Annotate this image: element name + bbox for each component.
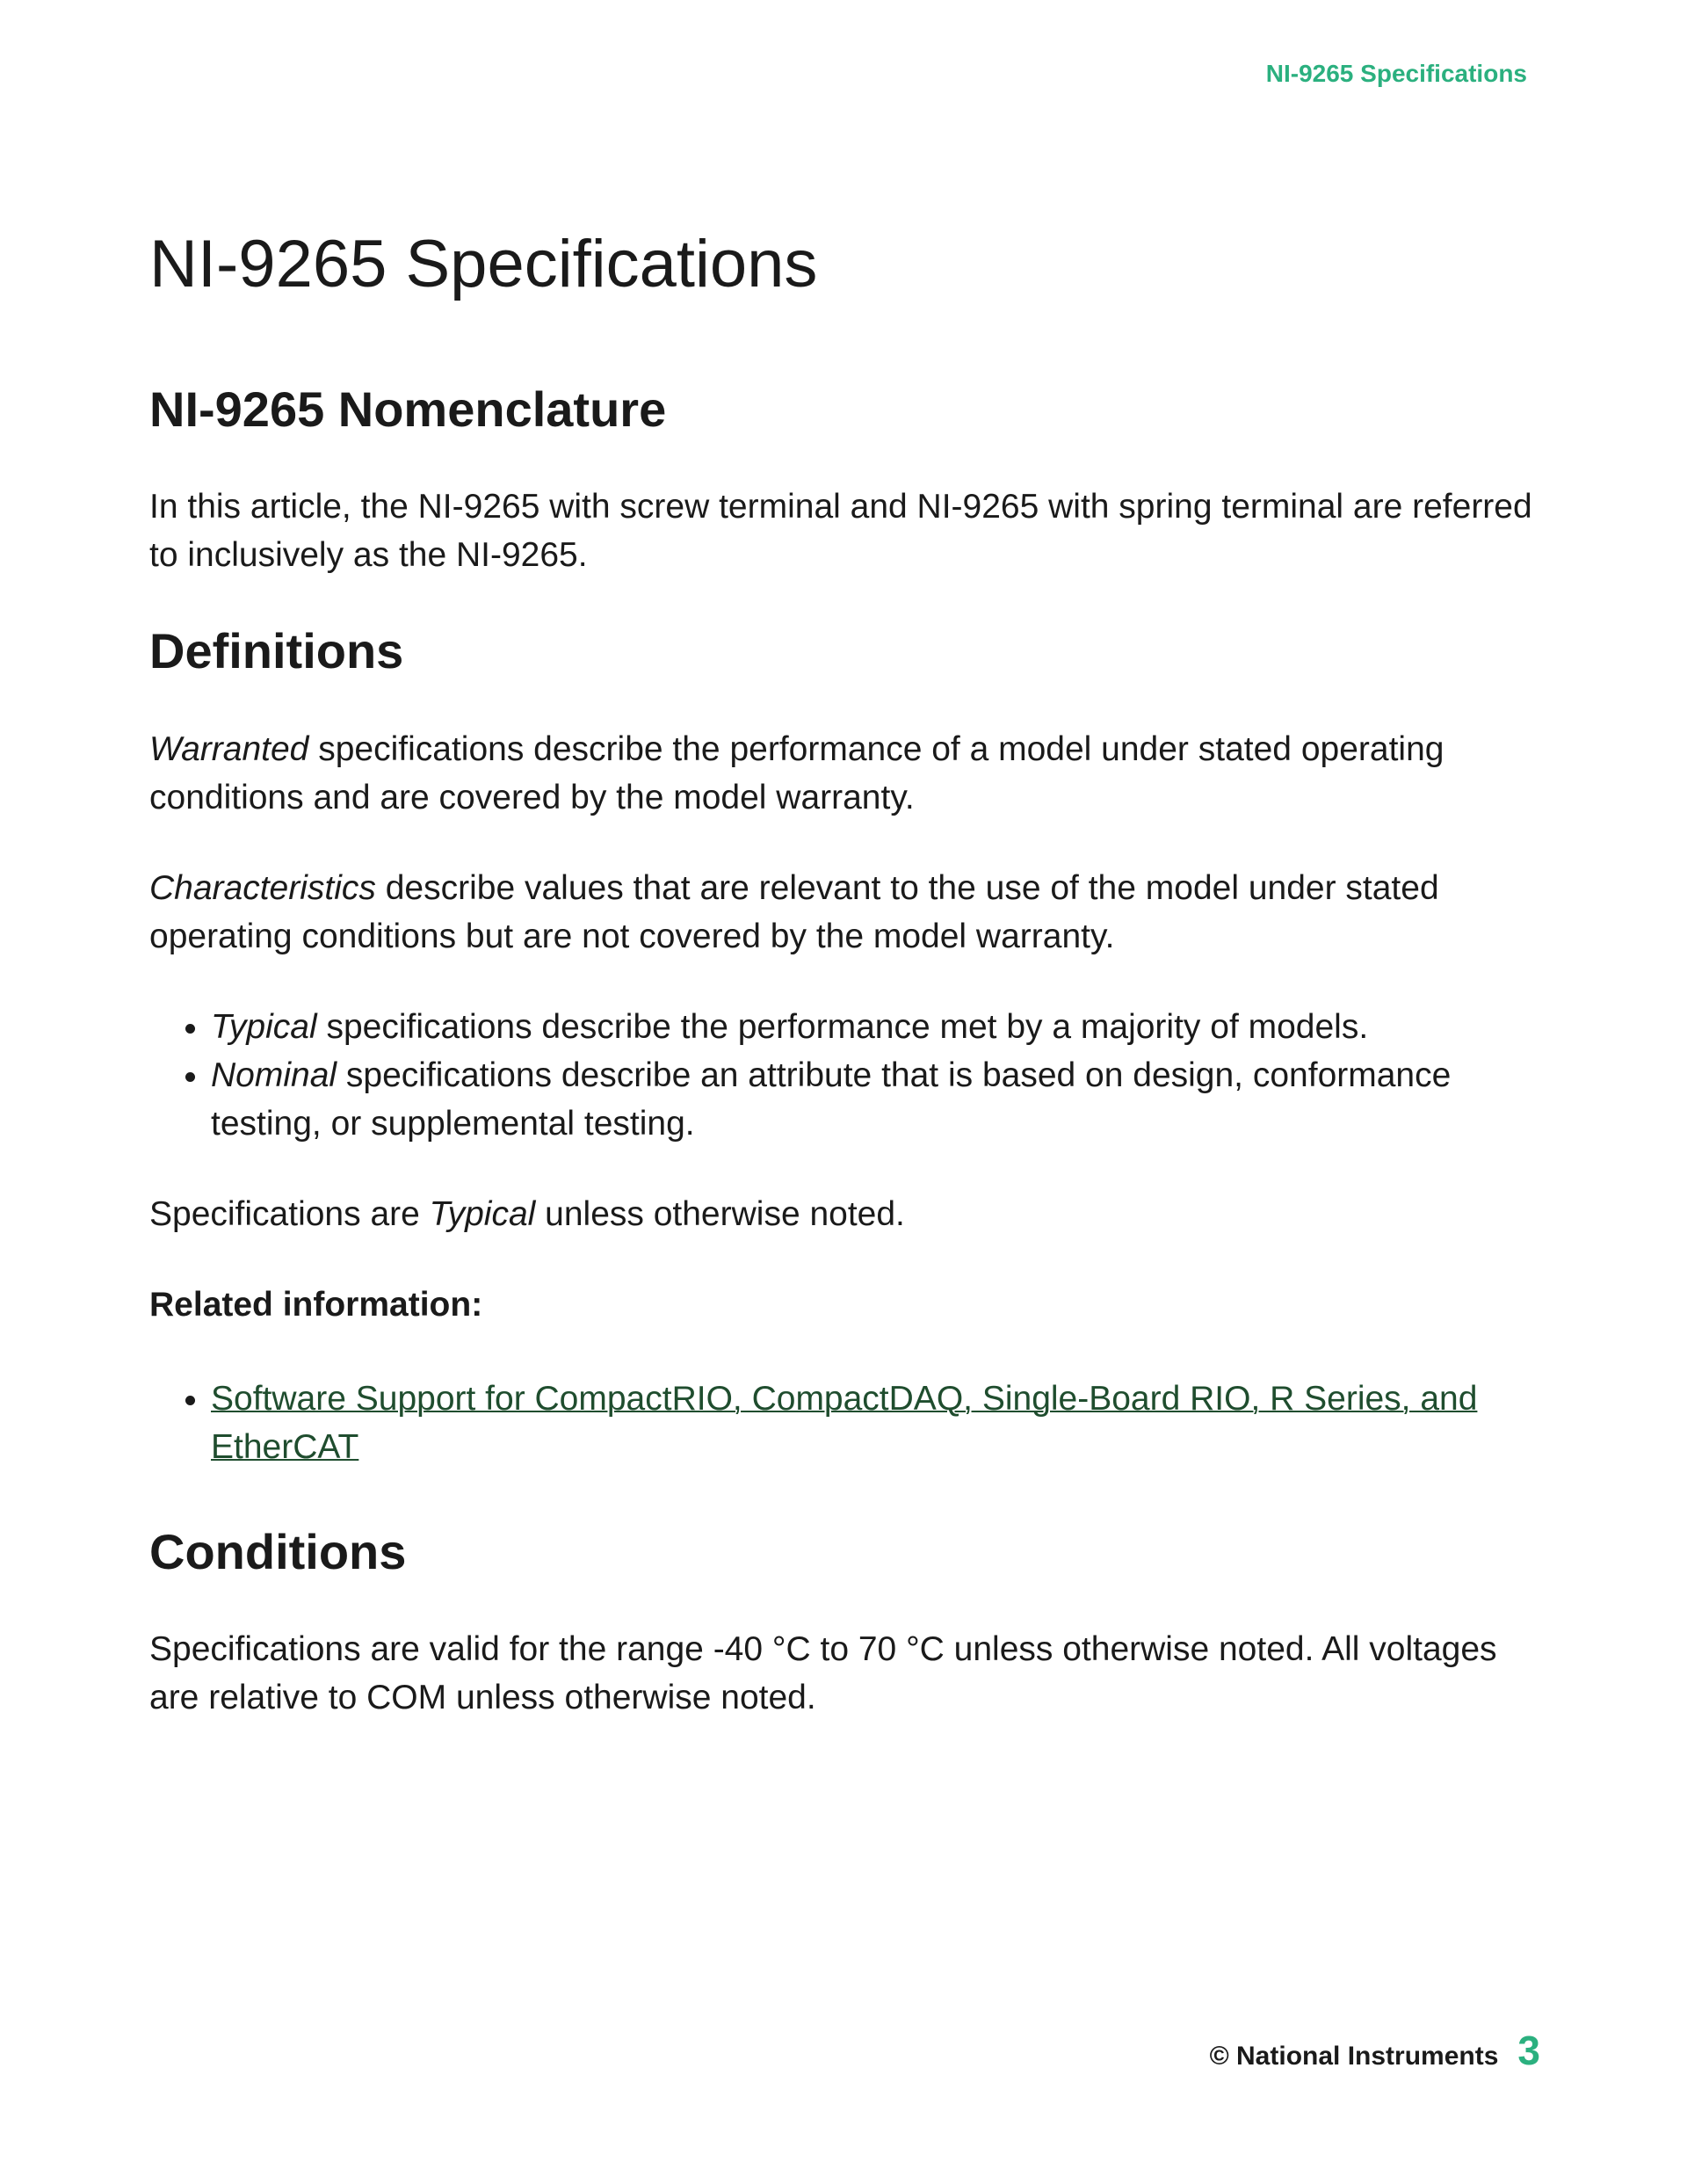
warranted-text: specifications describe the performance of a model under stated operating conditions and are covered by the model warranty.	[149, 729, 1444, 816]
default-suffix: unless otherwise noted.	[535, 1194, 905, 1233]
conditions-heading: Conditions	[149, 1523, 407, 1579]
nomenclature-paragraph: In this article, the NI-9265 with screw terminal and NI-9265 with spring terminal are referred to inclusively as the NI-9265.	[149, 488, 1532, 575]
default-spec-paragraph	[149, 1190, 1546, 1238]
conditions-paragraph: Specifications are valid for the range -40 °C to 70 °C unless otherwise noted. All voltages are relative to COM unless otherwise noted.	[149, 1629, 1497, 1716]
page-number: 3	[1517, 2028, 1540, 2073]
typical-text: specifications describe the performance met by a majority of models.	[316, 1007, 1369, 1046]
page-title: NI-9265 Specifications	[149, 227, 818, 301]
default-prefix: Specifications are	[149, 1194, 430, 1233]
nominal-text: specifications describe an attribute that is based on design, conformance testing, or supplemental testing.	[211, 1056, 1452, 1143]
characteristics-text: describe values that are relevant to the use of the model under stated operating conditions but are not covered by the model warranty.	[149, 868, 1439, 955]
characteristics-paragraph	[149, 864, 1546, 961]
copyright-text: © National Instruments	[1209, 2042, 1499, 2071]
running-header: NI-9265 Specifications	[1265, 60, 1527, 87]
list-item	[211, 1051, 1546, 1148]
definitions-list	[149, 1003, 1546, 1148]
list-item	[211, 1375, 1546, 1471]
list-item	[211, 1003, 1546, 1051]
related-info-label: Related information:	[149, 1285, 483, 1324]
characteristics-term: Characteristics	[149, 868, 376, 907]
related-links-list	[149, 1375, 1546, 1471]
default-term: Typical	[429, 1194, 536, 1233]
typical-term: Typical	[211, 1007, 317, 1046]
warranted-paragraph	[149, 725, 1546, 822]
page-footer	[1210, 2027, 1540, 2074]
warranted-term: Warranted	[149, 729, 309, 768]
document-body	[149, 224, 1546, 1764]
software-support-link[interactable]: Software Support for CompactRIO, CompactDAQ, Single-Board RIO, R Series, and EtherCAT	[211, 1379, 1478, 1466]
definitions-heading: Definitions	[149, 623, 404, 679]
nomenclature-heading: NI-9265 Nomenclature	[149, 381, 667, 438]
nominal-term: Nominal	[211, 1056, 337, 1094]
